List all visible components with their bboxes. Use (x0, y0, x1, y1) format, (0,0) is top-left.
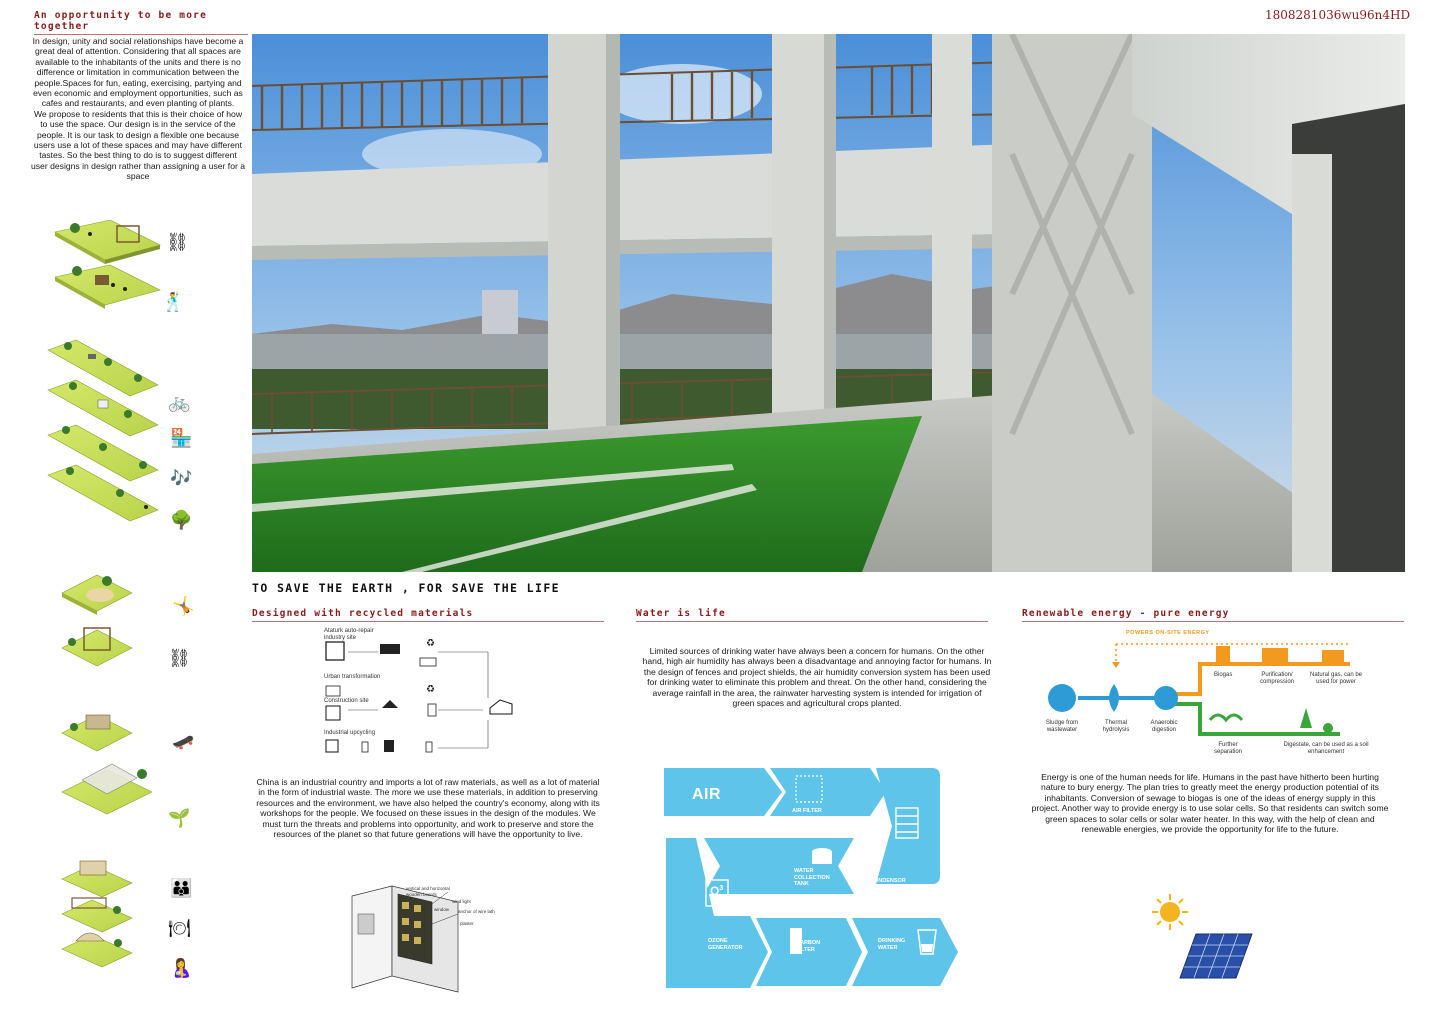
detail-label-anchor: anchor of wire lath (458, 909, 495, 914)
label-construction: Construction site (324, 698, 369, 704)
sun-icon-graphic (1150, 892, 1190, 932)
ozone-symbol-sup: 3 (719, 885, 724, 892)
intro-text (30, 36, 246, 182)
water-cycle-diagram (664, 768, 960, 994)
module-detail-drawing (348, 884, 498, 996)
swing-icon-2: ⛓ (168, 648, 191, 668)
sun-icon (1150, 892, 1190, 932)
svg-text:♻: ♻ (426, 684, 435, 695)
family-icon: 👪 (170, 878, 193, 898)
gardening-icon: 🌱 (168, 808, 191, 828)
tank-label: WATER COLLECTION TANK (794, 868, 830, 887)
solar-panel-graphic (1178, 932, 1254, 982)
anaerobic-label: Anaerobic digestion (1150, 720, 1178, 733)
detail-label-window: window (434, 907, 450, 912)
biogas-diagram (1040, 624, 1380, 758)
biogas-label: Biogas (1214, 672, 1233, 678)
air-label: AIR (692, 786, 722, 803)
label-industrial: Industrial upcycling (324, 730, 376, 736)
sludge-label: Sludge from wastewater (1045, 720, 1079, 733)
module-detail-graphic (348, 884, 498, 996)
separation-label: Further separation (1213, 742, 1243, 755)
digestate-label: Digestate, can be used as a soil enhancement (1283, 742, 1369, 755)
music-party-icon: 🎶 (170, 468, 193, 488)
thermal-label: Thermal hydrolysis (1102, 720, 1130, 733)
project-code: 1808281036wu96n4HD (1265, 8, 1411, 22)
dancing-people-icon: 🕺 (162, 292, 185, 312)
page-title: An opportunity to be more together (34, 10, 248, 35)
exercise-icon: 🤸 (172, 596, 195, 616)
bicycle-icon: 🚲 (168, 392, 191, 412)
ozone-symbol (710, 884, 723, 898)
dining-table-icon: 🍽 (168, 918, 191, 938)
carbon-label: CARBON FILTER (796, 940, 821, 953)
ozone-symbol-letter: O (710, 884, 720, 898)
mother-child-icon: 🤱 (170, 958, 193, 978)
intro-paragraph-1: In design, unity and social relationships have become a great deal of attention. Considering that all spaces are available to the inhabitants of the units and there is no difference or limitation in communication between the people.Spaces for fun, eating, exercising, partying and even economic and employment opportunities, such as cafes and restaurants, and even planting of plants. (32, 36, 244, 109)
detail-label-windlight: wind light (452, 899, 471, 904)
detail-label-boards: vertical and horizontal wooden boards (406, 886, 450, 897)
swing-icon: ⛓ (166, 232, 189, 252)
biogas-graphic (1040, 624, 1380, 758)
recycled-section-title: Designed with recycled materials (252, 608, 604, 622)
recycled-text: China is an industrial country and imports a lot of raw materials, as well as a lot of material in the form of industrial waste. The more we use these materials, in addition to preserving resources and the environment, we have also helped the country's economy, along with its workshops for the people. We focused on these issues in the design of the modules. We must turn the threats and problems into opportunity, and work to preserve and store the resources of the planet so that future generations will have the opportunity to live. (256, 777, 600, 840)
water-text: Limited sources of drinking water have always been a concern for humans. On the other hand, high air humidity has always been a disadvantage and annoying factor for humans. In the design of fences and project shields, the air humidity conversion system has been used for drinking water to eliminate this problem and threat. On the other hand, considering the average rainfall in the area, the rainwater harvesting system is intended for irrigation of green spaces and agricultural crops planted. (642, 646, 992, 709)
detail-label-plaster: plaster (460, 921, 474, 926)
intro-paragraph-2: We propose to residents that this is their choice of how to use the space. Our design is in the service of the people. It is our task to design a flexible one because users use a lot of these spaces and may have different tastes. So the best thing to do is to suggest different user designs in design rather than assigning a user for a space (30, 108, 246, 182)
energy-section-title: Renewable energy - pure energy (1022, 608, 1404, 622)
tree-icon: 🌳 (170, 510, 193, 530)
hero-caption: TO SAVE THE EARTH , FOR SAVE THE LIFE (252, 581, 560, 595)
ozone-label: OZONE GENERATOR (708, 938, 743, 951)
solar-panel-icon (1178, 932, 1254, 982)
label-urban: Urban transformation (324, 674, 381, 680)
powers-label: POWERS ON-SITE ENERGY (1126, 630, 1210, 636)
recycling-flow-diagram (318, 628, 528, 758)
hero-render-graphic (252, 34, 1405, 572)
label-ataturk: Ataturk auto-repair industry site (324, 628, 374, 641)
air-filter-label: AIR FILTER (792, 808, 822, 814)
svg-text:♻: ♻ (426, 638, 435, 649)
purification-label: Purification/ compression (1259, 672, 1294, 685)
water-section-title: Water is life (636, 608, 988, 622)
condensor-label: CONDENSOR (870, 878, 906, 884)
recycling-flow-graphic (318, 628, 528, 758)
natural-gas-label: Natural gas, can be used for power (1309, 672, 1363, 685)
drinking-label: DRINKING WATER (878, 938, 906, 951)
skateboard-icon: 🛹 (172, 732, 195, 752)
hero-render (252, 34, 1405, 572)
energy-text: Energy is one of the human needs for life. Humans in the past have hitherto been hurting nature to bury energy. The plan tries to greatly meet the energy production potential of its inhabitants. Conversion of sewage to biogas is one of the ideas of energy supply in this project. Another way to provide energy is to use solar cells. So that residents can switch some green spaces to solar cells or solar water heater. In this way, with the help of clean and renewable energies, we provide the opportunity for life to the future. (1031, 772, 1389, 835)
market-stall-icon: 🏪 (170, 428, 193, 448)
